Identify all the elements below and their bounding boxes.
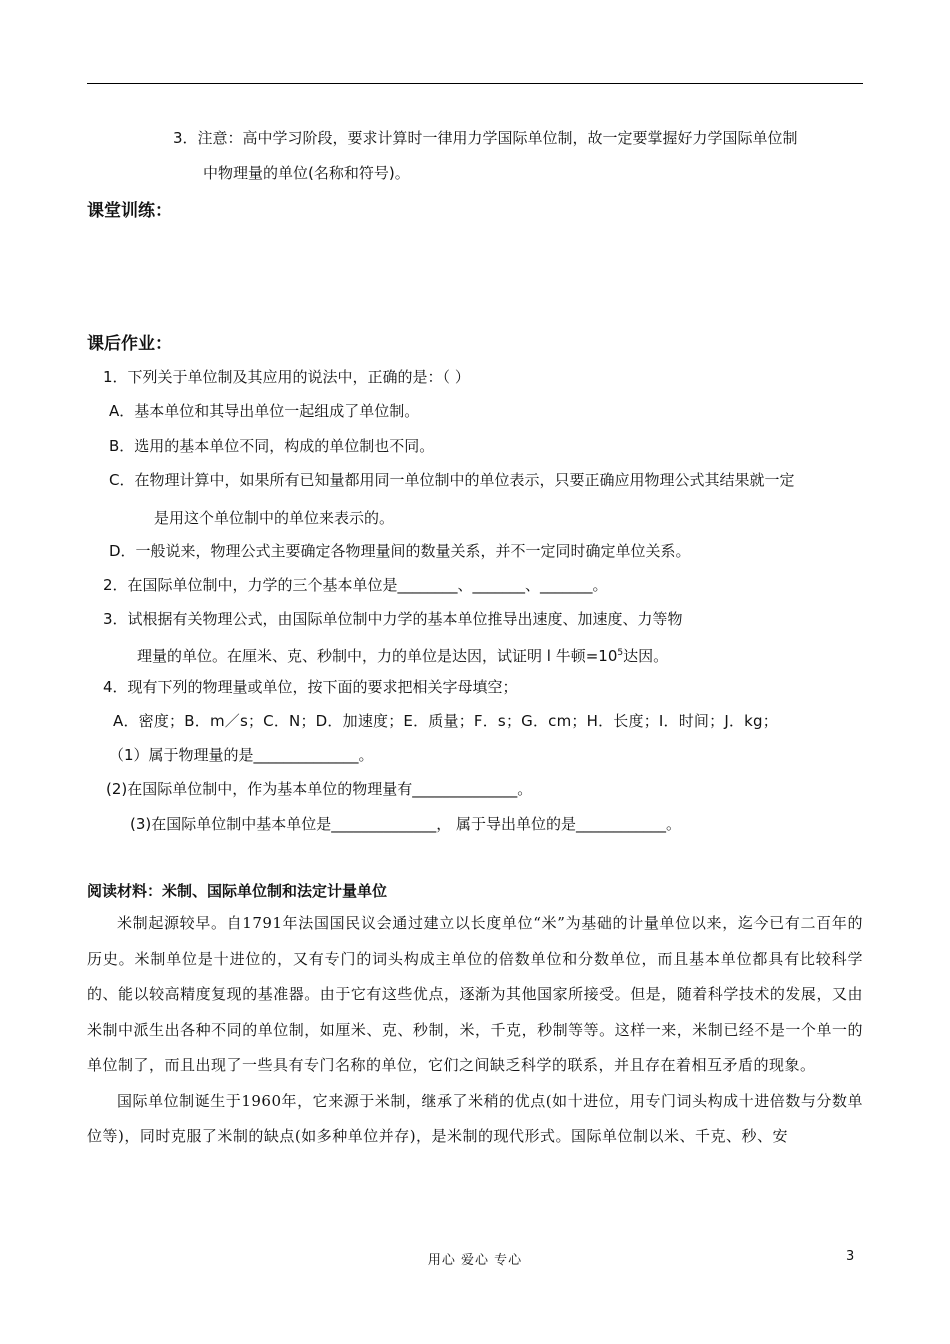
question-2: 2．在国际单位制中，力学的三个基本单位是________、_______、_______。	[103, 576, 608, 594]
question-3-text-end: 达因。	[623, 647, 669, 665]
question-1-option-c-line-2: 是用这个单位制中的单位来表示的。	[154, 509, 395, 527]
question-3-line-1: 3．试根据有关物理公式，由国际单位制中力学的基本单位推导出速度、加速度、力等物	[103, 610, 683, 628]
question-1-option-c-line-1: C．在物理计算中，如果所有已知量都用同一单位制中的单位表示，只要正确应用物理公式其结果就一定	[109, 471, 795, 489]
question-4-part-2: (2)在国际单位制中，作为基本单位的物理量有______________。	[106, 780, 533, 798]
question-3-text: 理量的单位。在厘米、克、秒制中，力的单位是达因，试证明 l 牛顿=10	[137, 647, 618, 665]
question-1-option-d: D．一般说来，物理公式主要确定各物理量间的数量关系，并不一定同时确定单位关系。	[109, 542, 691, 560]
exponent: 5	[617, 648, 624, 658]
note-line-1: 3．注意：高中学习阶段，要求计算时一律用力学国际单位制，故一定要掌握好力学国际单位制	[173, 129, 798, 147]
note-line-2: 中物理量的单位(名称和符号)。	[203, 164, 410, 182]
reading-body	[87, 906, 863, 1155]
question-3-line-2	[137, 643, 668, 666]
section-classroom-training: 课堂训练：	[87, 201, 172, 221]
question-1-option-b: B．选用的基本单位不同，构成的单位制也不同。	[109, 437, 435, 455]
reading-paragraph-2: 国际单位制诞生于1960年，它来源于米制，继承了米稍的优点(如十进位，用专门词头构成十进倍数与分数单位等)，同时克服了米制的缺点(如多种单位并存)，是米制的现代形式。国际单位制以米、千克、秒、安	[87, 1091, 863, 1145]
reading-paragraph-1: 米制起源较早。自1791年法国国民议会通过建立以长度单位“米”为基础的计量单位以来，迄今已有二百年的历史。米制单位是十进位的，又有专门的词头构成主单位的倍数单位和分数单位，而且基本单位都具有比较科学的、能以较高精度复现的基准器。由于它有这些优点，逐渐为其他国家所接受。但是，随着科学技术的发展，又由米制中派生出各种不同的单位制，如厘米、克、秒制，米，千克，秒制等等。这样一来，米制已经不是一个单一的单位制了，而且出现了一些具有专门名称的单位，它们之间缺乏科学的联系，并且存在着相互矛盾的现象。	[87, 914, 863, 1074]
section-homework: 课后作业：	[87, 334, 172, 354]
question-1-option-a: A．基本单位和其导出单位一起组成了单位制。	[109, 402, 420, 420]
question-4: 4．现有下列的物理量或单位，按下面的要求把相关字母填空；	[103, 678, 518, 696]
footer-motto: 用心 爱心 专心	[427, 1253, 523, 1268]
question-4-part-1: （1）属于物理量的是______________。	[109, 746, 374, 764]
reading-title: 阅读材料：米制、国际单位制和法定计量单位	[87, 882, 388, 900]
question-1: 1．下列关于单位制及其应用的说法中，正确的是：（ ）	[103, 368, 470, 386]
page-number: 3	[846, 1249, 855, 1264]
question-4-part-3: (3)在国际单位制中基本单位是______________， 属于导出单位的是____________。	[130, 815, 682, 833]
question-4-options: A．密度；B．m／s；C．N；D．加速度；E．质量；F．s；G．cm；H．长度；I．时间；J．kg；	[113, 712, 778, 730]
header-rule	[87, 83, 863, 84]
